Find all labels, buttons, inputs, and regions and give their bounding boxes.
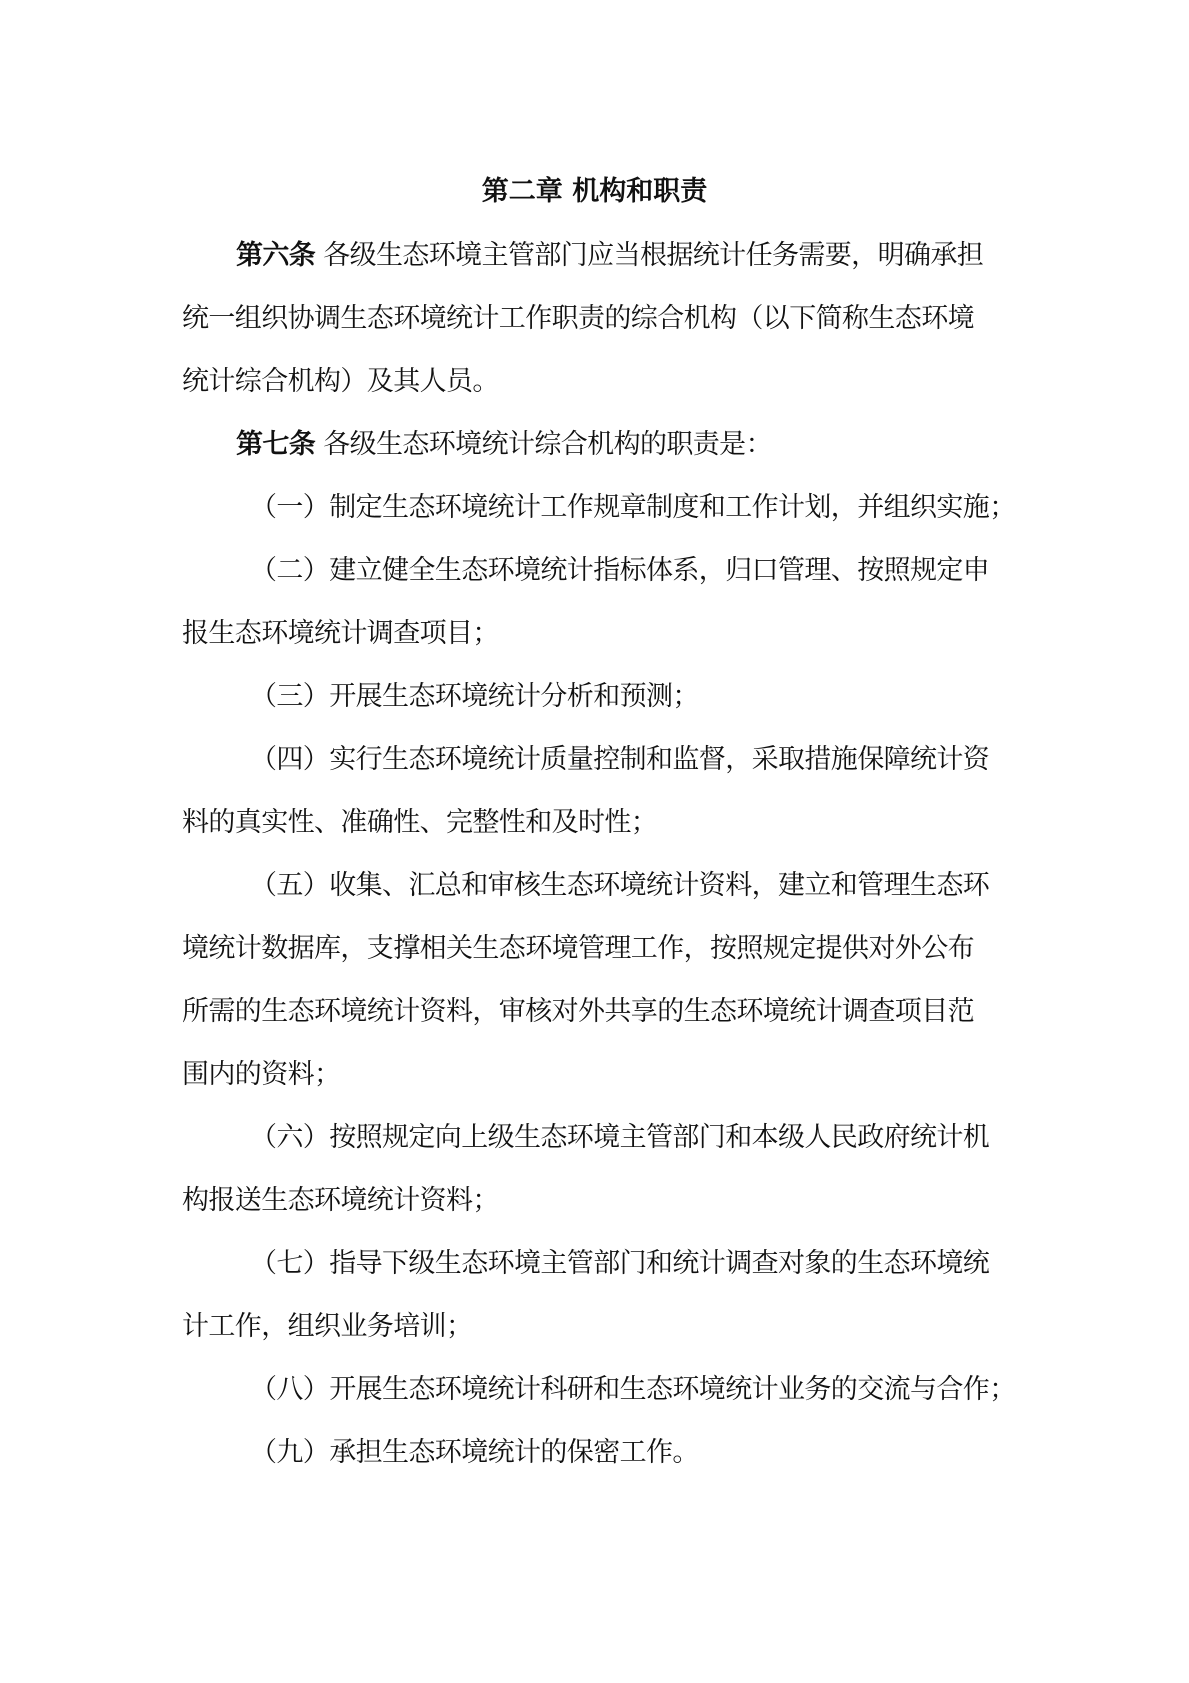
article-7-line — [182, 413, 1022, 476]
duty-item-cont: 所需的生态环境统计资料，审核对外共享的生态环境统计调查项目范 — [182, 996, 974, 1027]
duty-item-cont: 料的真实性、准确性、完整性和及时性； — [182, 807, 658, 838]
article-6-text: 各级生态环境主管部门应当根据统计任务需要，明确承担 — [323, 240, 984, 271]
chapter-title: 第二章 机构和职责 — [481, 176, 708, 207]
duty-item: （二）建立健全生态环境统计指标体系，归口管理、按照规定申 — [250, 555, 990, 586]
article-6-line: 统计综合机构）及其人员。 — [182, 366, 499, 397]
duty-item: （四）实行生态环境统计质量控制和监督，采取措施保障统计资 — [250, 744, 990, 775]
duty-item-cont: 计工作，组织业务培训； — [182, 1311, 473, 1342]
article-7-intro: 各级生态环境统计综合机构的职责是： — [323, 429, 772, 460]
duty-item: （六）按照规定向上级生态环境主管部门和本级人民政府统计机 — [250, 1122, 990, 1153]
duty-item-cont: 构报送生态环境统计资料； — [182, 1185, 499, 1216]
duty-item: （一）制定生态环境统计工作规章制度和工作计划，并组织实施； — [250, 492, 1016, 523]
duty-item: （九）承担生态环境统计的保密工作。 — [250, 1437, 699, 1468]
article-6-line — [182, 224, 1022, 287]
document-body — [182, 224, 1022, 1484]
article-7-label: 第七条 — [236, 429, 316, 460]
duty-item: （八）开展生态环境统计科研和生态环境统计业务的交流与合作； — [250, 1374, 1016, 1405]
duty-item: （五）收集、汇总和审核生态环境统计资料，建立和管理生态环 — [250, 870, 990, 901]
article-6-label: 第六条 — [236, 240, 316, 271]
duty-item: （七）指导下级生态环境主管部门和统计调查对象的生态环境统 — [250, 1248, 990, 1279]
duty-item: （三）开展生态环境统计分析和预测； — [250, 681, 699, 712]
duty-item-cont: 报生态环境统计调查项目； — [182, 618, 499, 649]
duty-item-cont: 境统计数据库，支撑相关生态环境管理工作，按照规定提供对外公布 — [182, 933, 974, 964]
duty-item-cont: 围内的资料； — [182, 1059, 341, 1090]
article-6-line: 统一组织协调生态环境统计工作职责的综合机构（以下简称生态环境 — [182, 303, 974, 334]
